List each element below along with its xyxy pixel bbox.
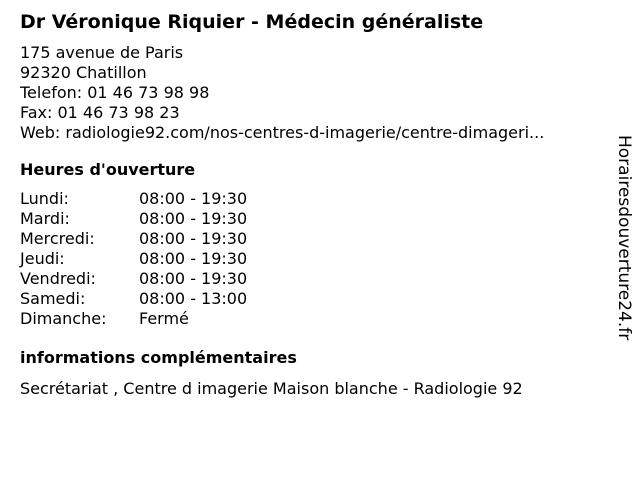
day-label: Jeudi: [20, 249, 65, 268]
day-hours: 08:00 - 19:30 [139, 209, 248, 228]
additional-info-heading: informations complémentaires [20, 348, 297, 367]
day-hours: Fermé [139, 309, 189, 328]
opening-hours-table [20, 189, 610, 329]
hours-row-wednesday [20, 229, 610, 249]
day-hours: 08:00 - 19:30 [139, 189, 248, 208]
day-hours: 08:00 - 19:30 [139, 249, 248, 268]
day-label: Lundi: [20, 189, 69, 208]
day-hours: 08:00 - 19:30 [139, 269, 248, 288]
additional-info-text: Secrétariat , Centre d imagerie Maison blanche - Radiologie 92 [20, 379, 523, 398]
day-hours: 08:00 - 19:30 [139, 229, 248, 248]
page-title: Dr Véronique Riquier - Médecin généraliste [20, 11, 484, 33]
site-watermark: Horairesdouverture24.fr [614, 135, 634, 341]
day-label: Mardi: [20, 209, 70, 228]
phone-number: Telefon: 01 46 73 98 98 [20, 83, 210, 102]
day-label: Vendredi: [20, 269, 96, 288]
website-link[interactable]: Web: radiologie92.com/nos-centres-d-imagerie/centre-dimageri... [20, 123, 545, 142]
day-label: Mercredi: [20, 229, 95, 248]
day-label: Dimanche: [20, 309, 107, 328]
hours-row-tuesday [20, 209, 610, 229]
hours-row-thursday [20, 249, 610, 269]
day-label: Samedi: [20, 289, 86, 308]
fax-number: Fax: 01 46 73 98 23 [20, 103, 180, 122]
address-block [20, 43, 610, 143]
hours-row-monday [20, 189, 610, 209]
day-hours: 08:00 - 13:00 [139, 289, 248, 308]
hours-row-saturday [20, 289, 610, 309]
hours-row-sunday [20, 309, 610, 329]
address-city: 92320 Chatillon [20, 63, 147, 82]
opening-hours-heading: Heures d'ouverture [20, 160, 196, 179]
hours-row-friday [20, 269, 610, 289]
address-street: 175 avenue de Paris [20, 43, 184, 62]
business-card [20, 10, 610, 399]
